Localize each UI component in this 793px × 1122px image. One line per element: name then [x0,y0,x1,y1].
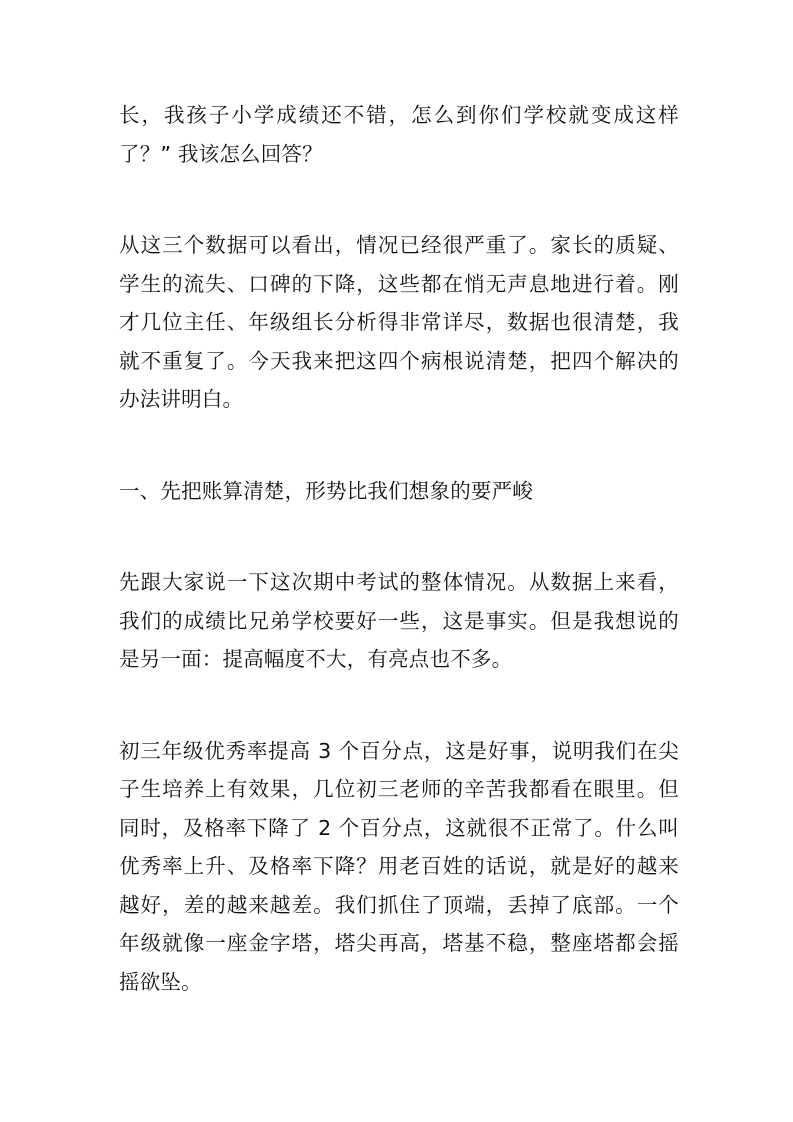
text-line: 我们的成绩比兄弟学校要好一些，这是事实。但是我想说的 [119,608,679,633]
document-body [119,96,679,1001]
paragraph-4 [119,732,679,1002]
text-line: 越好，差的越来越差。我们抓住了顶端，丢掉了底部。一个 [119,892,679,917]
paragraph-gap [119,510,679,563]
text-line: 年级就像一座金字塔，塔尖再高，塔基不稳，整座塔都会摇 [119,931,679,955]
text-line: 长，我孩子小学成绩还不错，怎么到你们学校就变成这样 [119,103,679,127]
text-line: 优秀率上升、及格率下降？用老百姓的话说，就是好的越来 [119,854,679,878]
paragraph-gap [119,173,679,226]
text-line: 摇欲坠。 [119,969,202,994]
text-line: 是另一面：提高幅度不大，有亮点也不多。 [119,647,513,671]
text-line: 同时，及格率下降了 2 个百分点，这就很不正常了。什么叫 [119,815,679,840]
heading-text: 一、先把账算清楚，形势比我们想象的要严峻 [119,478,533,503]
paragraph-1 [119,96,679,173]
text-line: 就不重复了。今天我来把这四个病根说清楚，把四个解决的 [119,348,679,373]
paragraph-gap [119,679,679,732]
text-line: 从这三个数据可以看出，情况已经很严重了。家长的质疑、 [119,233,679,257]
paragraph-3 [119,563,679,679]
section-heading [119,472,679,511]
text-line: 学生的流失、口碑的下降，这些都在悄无声息地进行着。刚 [119,271,679,296]
paragraph-gap [119,419,679,472]
text-line: 才几位主任、年级组长分析得非常详尽，数据也很清楚，我 [119,310,679,334]
paragraph-2 [119,226,679,419]
text-line: 子生培养上有效果，几位初三老师的辛苦我都看在眼里。但 [119,777,679,801]
text-line: 先跟大家说一下这次期中考试的整体情况。从数据上来看， [119,570,679,594]
text-line: 办法讲明白。 [119,387,244,411]
text-line: 初三年级优秀率提高 3 个百分点，这是好事，说明我们在尖 [119,738,679,763]
text-line: 了？” 我该怎么回答？ [119,141,323,166]
